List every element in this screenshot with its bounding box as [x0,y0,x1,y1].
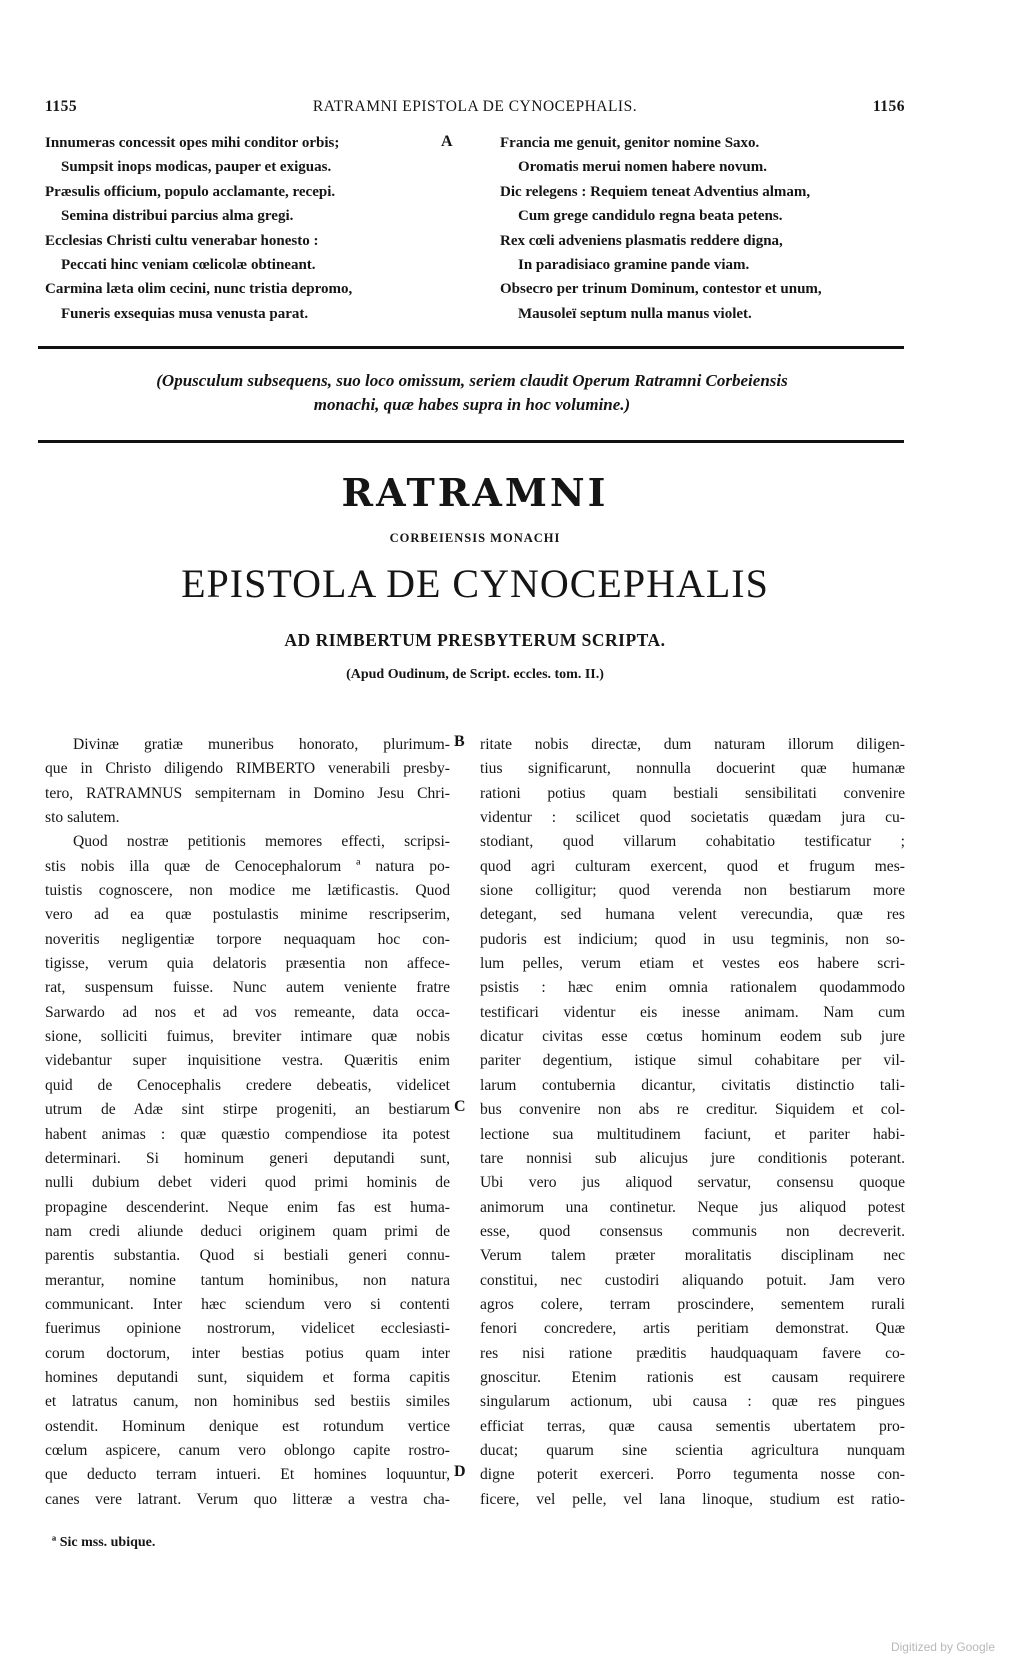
text-line: parentis substantia. Quod si bestiali generi connu- [45,1247,450,1265]
text-line: utrum de Adæ sint stirpe progeniti, an bestiarum [45,1101,450,1119]
digitized-watermark: Digitized by Google [890,1640,995,1654]
text-line: psistis : hæc enim omnia rationalem quodammodo [480,979,905,997]
text-line: que deducto terram intueri. Et homines loquuntur, [45,1466,450,1484]
text-line: vero ad ea quæ postulastis minime rescripserim, [45,906,450,924]
text-line: propagine descenderint. Neque enim fas est huma- [45,1198,450,1216]
text-line: noveritis negligentiæ torpore nequaquam hoc con- [45,930,450,948]
verse-line: Cum grege candidulo regna beata petens. [518,208,783,225]
text-line: ritate nobis directæ, dum naturam illorum diligen- [480,736,905,753]
text-line: singularum actionum, ubi causa : quæ res pingues [480,1393,905,1411]
text-line: homines deputandi sunt, siquidem et forma capitis [45,1368,450,1386]
text-line: tius significarunt, nonnulla docuerint quæ humanæ [480,760,905,778]
editorial-note-line: (Opusculum subsequens, suo loco omissum, seriem claudit Operum Ratramni Corbeiensis [156,371,788,390]
text-line: tare nonnisi sub alicujus jure conditionis poterant. [480,1149,905,1167]
text-line: Sarwardo ad nos et ad vos remeante, data occa- [45,1003,450,1021]
text-line: merantur, nomine tantum hominibus, non natura [45,1271,450,1289]
text-line: habent animas : quæ quæstio compendiose ita potest [45,1125,450,1143]
margin-letter-c: C [454,1098,466,1115]
text-line: stodiant, quod villarum cohabitatio testificatur ; [480,833,905,851]
text-line: que in Christo diligendo RIMBERTO venerabili presby- [45,760,450,778]
title-dedication: AD RIMBERTUM PRESBYTERUM SCRIPTA. [284,630,666,650]
divider-rule [38,440,904,443]
text-line: testificari videntur eis inesse animam. Nam cum [480,1003,905,1021]
text-line: nam credi aliunde deduci originem quam primi de [45,1222,450,1240]
text-line: esse, quod consensus communis non decreverit. [480,1222,905,1240]
divider-rule [38,346,904,349]
text-line: Quod nostræ petitionis memores effecti, scripsi- [73,833,450,851]
text-line: sto salutem. [45,809,120,827]
body-column-right [480,733,905,1512]
running-title: RATRAMNI EPISTOLA DE CYNOCEPHALIS. [312,98,638,115]
editorial-note [40,369,904,417]
text-line: detegant, sed humana velent verecundia, quæ res [480,906,905,924]
verse-line: Carmina læta olim cecini, nunc tristia depromo, [45,281,353,298]
title-subline: CORBEIENSIS MONACHI [389,531,561,545]
verse-line: Funeris exsequias musa venusta parat. [61,305,309,322]
text-line: nulli dubium debet videri quod primi hominis de [45,1174,450,1192]
text-line: larum contubernia dicantur, civitatis distinctio tali- [480,1076,905,1094]
verse-line: Ecclesias Christi cultu venerabar honesto : [45,232,319,249]
text-line: pariter degentium, istique simul cohabitare per vil- [480,1052,905,1070]
verse-line: Sumpsit inops modicas, pauper et exiguas. [61,159,332,176]
text-line: communicant. Inter hæc sciendum vero si contenti [45,1295,450,1313]
margin-letter-d: D [454,1463,466,1480]
text-line: lectione sua multitudinem faciunt, et pariter habi- [480,1125,905,1143]
text-line: rationi potius quam bestiali sensibilitati convenire [480,784,905,802]
verse-line: Peccati hinc veniam cœlicolæ obtineant. [61,257,316,274]
text-line: gnoscitur. Etenim rationis est causam requirere [480,1368,905,1386]
text-line: videbantur super inquisitione vestra. Quæritis enim [45,1052,450,1070]
title-source: (Apud Oudinum, de Script. eccles. tom. II.) [346,667,604,682]
text-line: quod agri culturam exercent, quod et frugum mes- [480,857,905,875]
text-line: tigisse, verum quia delatoris præsentia non affece- [45,955,450,973]
verse-line: In paradisiaco gramine pande viam. [518,257,750,274]
text-line: digne poterit exerceri. Porro tegumenta nosse con- [480,1466,905,1484]
page-number-right: 1156 [872,98,905,115]
text-line: efficiat terras, quæ causa sementis ubertatem pro- [480,1417,905,1435]
text-line: res nisi ratione præditis haudquaquam favere co- [480,1344,905,1362]
text-line: fenori concredere, artis peritiam demonstrat. Quæ [480,1320,905,1338]
editorial-note-line: monachi, quæ habes supra in hoc volumine.) [313,395,631,414]
verse-column-right [500,131,905,326]
verse-line: Obsecro per trinum Dominum, contestor et unum, [500,281,822,298]
text-line: Verum talem præter moralitatis disciplinam nec [480,1247,905,1265]
text-line: ostendit. Hominum denique est rotundum vertice [45,1417,450,1435]
verse-column-left [45,131,450,326]
verse-line: Mausoleï septum nulla manus violet. [518,305,752,322]
text-line: sione colligitur; quod verenda non bestiarum more [480,882,905,900]
text-line: bus convenire non abs re creditur. Siquidem et col- [480,1101,905,1119]
text-line: corum doctorum, inter bestias potius quam inter [45,1344,450,1362]
body-column-left [45,733,450,1512]
text-line: et latratus canum, non hominibus sed bestiis similes [45,1393,450,1411]
text-line: constitui, nec custodiri aliquando potuit. Jam vero [480,1271,905,1289]
text-line: ducat; quarum sine scientia agricultura nunquam [480,1441,905,1459]
page-number-left: 1155 [45,98,78,115]
text-line: pudoris est indicium; quod in usu tegminis, non so- [480,930,905,948]
verse-line: Rex cœli adveniens plasmatis reddere digna, [500,232,783,249]
text-line: lum pelles, verum etiam et vestes eos habere scri- [480,955,905,973]
text-line: ficere, vel pelle, vel lana linoque, studium est ratio- [480,1490,905,1508]
verse-line: Præsulis officium, populo acclamante, recepi. [45,183,336,200]
text-line: tuistis cognoscere, non modice me lætificastis. Quod [45,882,450,900]
verse-line: Dic relegens : Requiem teneat Adventius almam, [500,183,811,200]
text-line: stis nobis illa quæ de Cenocephalorum ª natura po- [45,857,450,875]
text-line: cœlum aspicere, canum vero oblongo capite rostro- [45,1441,450,1459]
author-title: RATRAMNI [341,470,609,515]
verse-line: Francia me genuit, genitor nomine Saxo. [500,135,760,151]
text-line: tero, RATRAMNUS sempiternam in Domino Jesu Chri- [45,784,450,802]
text-line: dicatur civitas esse cœtus hominum eodem sub jure [480,1028,905,1046]
text-line: agros colere, terram proscindere, sementem rurali [480,1295,905,1313]
page-header [45,98,905,122]
text-line: sione, solliciti fuimus, breviter intimare quæ nobis [45,1028,450,1046]
text-line: animorum una continetur. Neque jus aliquod potest [480,1198,905,1216]
verse-line: Oromatis merui nomen habere novum. [518,159,768,176]
text-line: videntur : scilicet quod societatis quædam jura cu- [480,809,905,827]
text-line: canes vere latrant. Verum quo litteræ a vestra cha- [45,1490,450,1508]
verse-line: Semina distribui parcius alma gregi. [61,208,294,225]
text-line: Divinæ gratiæ muneribus honorato, plurimum- [73,736,450,753]
text-line: quid de Cenocephalis credere debeatis, videlicet [45,1076,450,1094]
text-line: determinari. Si hominum generi deputandi sunt, [45,1149,450,1167]
margin-letter-b: B [454,733,465,750]
epitaph-verses [45,131,905,331]
text-line: fuerimus opinione nostrorum, videlicet ecclesiasti- [45,1320,450,1338]
verse-line: Innumeras concessit opes mihi conditor orbis; [45,135,340,151]
work-title: EPISTOLA DE CYNOCEPHALIS [181,561,769,606]
footnote: ª Sic mss. ubique. [52,1535,156,1550]
margin-letter-a: A [441,133,453,150]
text-line: rat, suspensum fuisse. Nunc autem veniente fratre [45,979,450,997]
text-line: Ubi vero jus aliquod servatur, consensu quoque [480,1174,905,1192]
